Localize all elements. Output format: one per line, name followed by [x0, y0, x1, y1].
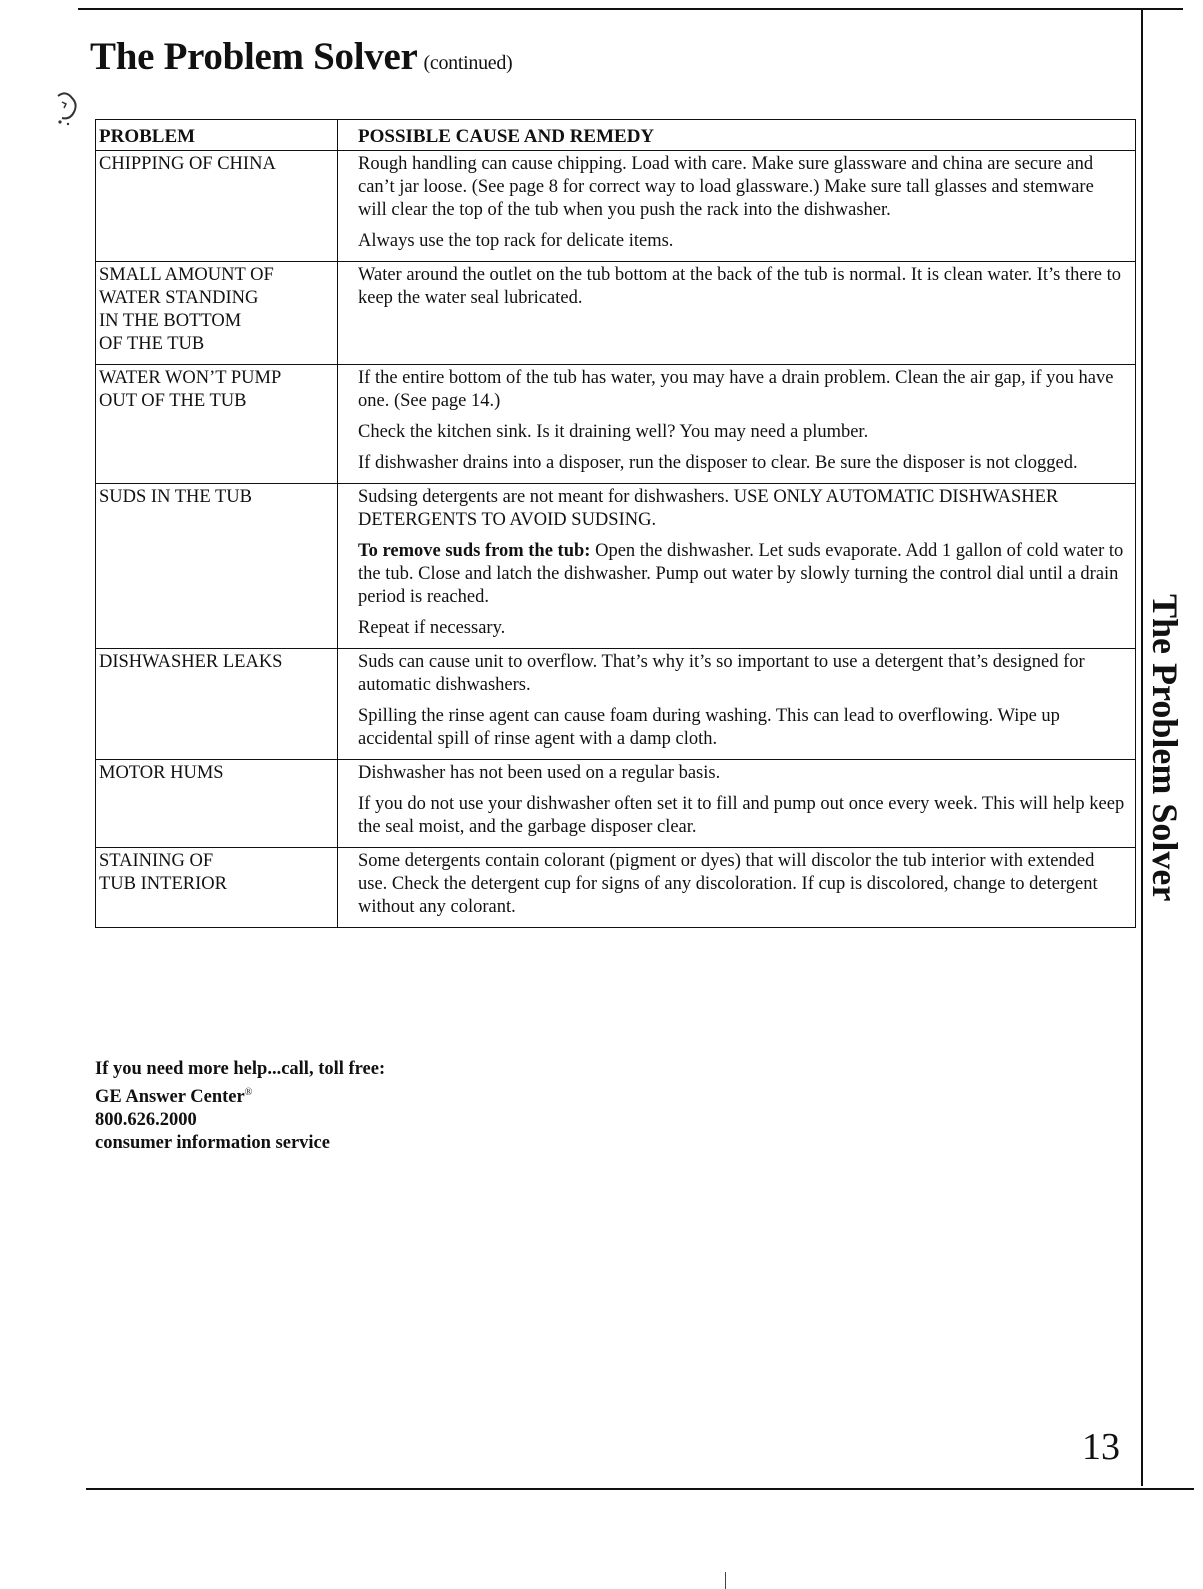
- remedy-cell: [338, 848, 1136, 928]
- problem-cell: [96, 151, 338, 262]
- problem-text: WATER STANDING: [99, 288, 259, 308]
- problem-text: MOTOR HUMS: [99, 763, 224, 783]
- remedy-paragraph: [358, 540, 1127, 609]
- remedy-cell: [338, 262, 1136, 365]
- remedy-text: Check the kitchen sink. Is it draining well? You may need a plumber.: [358, 422, 869, 442]
- problem-text: TUB INTERIOR: [99, 874, 227, 894]
- help-phone-number: 800.626.2000: [95, 1110, 197, 1131]
- table-row: [96, 760, 1136, 848]
- table-row: [96, 151, 1136, 262]
- remedy-cell: [338, 484, 1136, 649]
- problem-cell: [96, 760, 338, 848]
- remedy-paragraph: [358, 651, 1127, 697]
- help-service-line: consumer information service: [95, 1133, 330, 1154]
- remedy-paragraph: [358, 153, 1127, 222]
- problem-text: WATER WON’T PUMP: [99, 368, 282, 388]
- help-center-line: [95, 1081, 385, 1109]
- remedy-paragraph: [358, 452, 1127, 475]
- problem-cell: [96, 262, 338, 365]
- remedy-cell: [338, 649, 1136, 760]
- problem-cell: [96, 484, 338, 649]
- remedy-text: Open the dishwasher. Let suds evaporate. Add 1 gallon of cold water to the tub. Close and latch the dishwasher. Pump out water by slowly turning the control dial until a drain period is reached.: [358, 541, 1124, 607]
- remedy-text: If you do not use your dishwasher often set it to fill and pump out once every week. This will help keep the seal moist, and the garbage disposer clear.: [358, 794, 1125, 837]
- problem-cell: [96, 365, 338, 484]
- problem-solver-table: [95, 119, 1136, 928]
- column-header-problem: PROBLEM: [96, 120, 338, 151]
- remedy-cell: [338, 760, 1136, 848]
- remedy-text: Spilling the rinse agent can cause foam during washing. This can lead to overflowing. Wipe up accidental spill of rinse agent with a damp cloth.: [358, 706, 1060, 749]
- table-row: [96, 484, 1136, 649]
- title-text: The Problem Solver: [90, 35, 418, 78]
- problem-text: OUT OF THE TUB: [99, 391, 247, 411]
- remedy-paragraph: [358, 793, 1127, 839]
- margin-ornament-icon: [48, 88, 88, 132]
- remedy-text: Dishwasher has not been used on a regular basis.: [358, 763, 721, 783]
- remedy-paragraph: [358, 421, 1127, 444]
- remedy-paragraph: [358, 486, 1127, 532]
- table-row: [96, 848, 1136, 928]
- problem-cell: [96, 649, 338, 760]
- remedy-text: Suds can cause unit to overflow. That’s why it’s so important to use a detergent that’s designed for automatic dishwashers.: [358, 652, 1085, 695]
- column-header-remedy: POSSIBLE CAUSE AND REMEDY: [338, 120, 1136, 151]
- remedy-text: Repeat if necessary.: [358, 618, 506, 638]
- remedy-text: Rough handling can cause chipping. Load with care. Make sure glassware and china are secure and can’t jar loose. (See page 8 for correct way to load glassware.) Make sure tall glasses and stemware will clear the top of the tub when you push the rack into the dishwasher.: [358, 154, 1094, 220]
- right-margin-rule: [1141, 8, 1143, 1486]
- remedy-text: Always use the top rack for delicate items.: [358, 231, 674, 251]
- remedy-bold-lead: To remove suds from the tub:: [358, 541, 591, 561]
- remedy-paragraph: [358, 617, 1127, 640]
- remedy-cell: [338, 151, 1136, 262]
- problem-text: STAINING OF: [99, 851, 214, 871]
- page-title: [90, 34, 512, 79]
- help-contact-block: [95, 1058, 385, 1155]
- help-center-name: GE Answer Center: [95, 1087, 245, 1108]
- remedy-paragraph: [358, 850, 1127, 919]
- remedy-text: If the entire bottom of the tub has water, you may have a drain problem. Clean the air gap, if you have one. (See page 14.): [358, 368, 1114, 411]
- table-header-row: [96, 120, 1136, 151]
- help-call-line: If you need more help...call, toll free:: [95, 1059, 386, 1079]
- page-number: 13: [1082, 1426, 1120, 1468]
- problem-text: CHIPPING OF CHINA: [99, 154, 276, 174]
- remedy-text: If dishwasher drains into a disposer, run the disposer to clear. Be sure the disposer is not clogged.: [358, 453, 1078, 473]
- remedy-paragraph: [358, 762, 1127, 785]
- problem-text: OF THE TUB: [99, 334, 205, 354]
- top-rule: [78, 8, 1183, 10]
- table-row: [96, 649, 1136, 760]
- bottom-rule: [86, 1488, 1194, 1490]
- remedy-paragraph: [358, 367, 1127, 413]
- problem-text: DISHWASHER LEAKS: [99, 652, 283, 672]
- side-tab-label: The Problem Solver: [1145, 594, 1185, 902]
- remedy-text: Some detergents contain colorant (pigment or dyes) that will discolor the tub interior with extended use. Check the detergent cup for signs of any discoloration. If cup is discolored, change to detergent without any colorant.: [358, 851, 1098, 917]
- registered-mark: ®: [244, 1087, 253, 1098]
- problem-cell: [96, 848, 338, 928]
- remedy-paragraph: [358, 264, 1127, 310]
- problem-text: SMALL AMOUNT OF: [99, 265, 274, 285]
- problem-text: SUDS IN THE TUB: [99, 487, 252, 507]
- remedy-text: Water around the outlet on the tub bottom at the back of the tub is normal. It is clean water. It’s there to keep the water seal lubricated.: [358, 265, 1121, 308]
- table-row: [96, 365, 1136, 484]
- table-row: [96, 262, 1136, 365]
- remedy-paragraph: [358, 230, 1127, 253]
- remedy-cell: [338, 365, 1136, 484]
- remedy-text: Sudsing detergents are not meant for dishwashers. USE ONLY AUTOMATIC DISHWASHER DETERGENTS TO AVOID SUDSING.: [358, 487, 1059, 530]
- remedy-paragraph: [358, 705, 1127, 751]
- problem-text: IN THE BOTTOM: [99, 311, 242, 331]
- title-suffix: (continued): [423, 52, 513, 74]
- bottom-tick-mark: [725, 1572, 726, 1589]
